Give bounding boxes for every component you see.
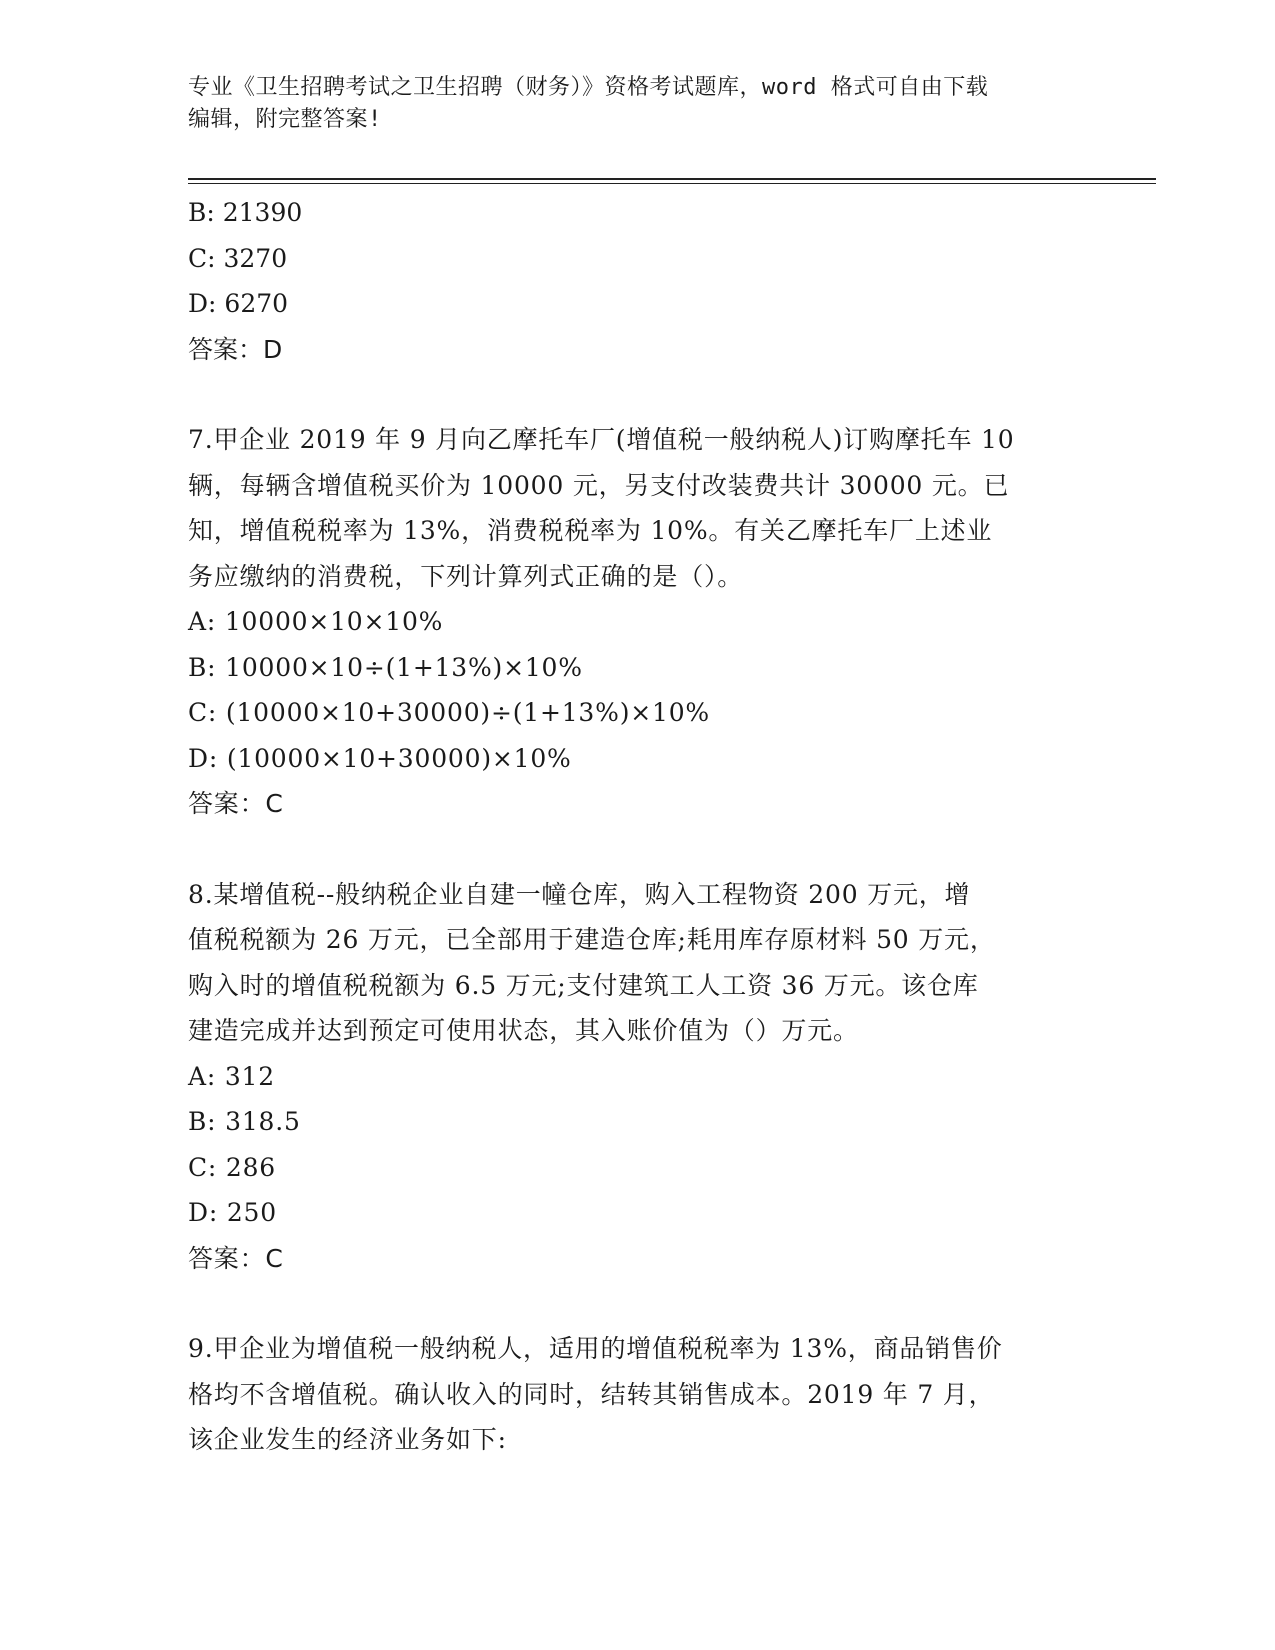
question-text-line: 知，增值税税率为 13%，消费税税率为 10%。有关乙摩托车厂上述业 (188, 516, 993, 545)
option-b: B: 318.5 (188, 1107, 301, 1136)
answer-line: 答案：C (188, 789, 284, 818)
question-content (188, 190, 1088, 1463)
question-text-line: 务应缴纳的消费税，下列计算列式正确的是（）。 (188, 561, 744, 591)
option-b: B: 21390 (188, 198, 303, 227)
question-7 (188, 417, 1088, 827)
option-c: C: 3270 (188, 243, 288, 273)
question-text-line: 该企业发生的经济业务如下: (188, 1425, 507, 1454)
question-text-line: 9.甲企业为增值税一般纳税人，适用的增值税税率为 13%，商品销售价 (188, 1334, 1003, 1363)
header-divider (188, 178, 1156, 184)
question-text-line: 格均不含增值税。确认收入的同时，结转其销售成本。2019 年 7 月， (188, 1379, 995, 1409)
question-8 (188, 872, 1088, 1282)
page-header (188, 72, 1068, 136)
question-text-line: 8.某增值税--般纳税企业自建一幢仓库，购入工程物资 200 万元，增 (188, 879, 971, 909)
question-text-line: 购入时的增值税税额为 6.5 万元;支付建筑工人工资 36 万元。该仓库 (188, 970, 979, 1000)
option-d: D: 6270 (188, 289, 289, 318)
option-c: C: (10000×10+30000)÷(1+13%)×10% (188, 698, 710, 727)
option-c: C: 286 (188, 1152, 277, 1182)
question-text-line: 值税税额为 26 万元，已全部用于建造仓库;耗用库存原材料 50 万元， (188, 925, 996, 954)
answer-line: 答案：C (188, 1243, 284, 1273)
header-line-1: 专业《卫生招聘考试之卫生招聘（财务）》资格考试题库，word 格式可自由下载 (188, 75, 989, 100)
question-9 (188, 1326, 1088, 1463)
option-b: B: 10000×10÷(1+13%)×10% (188, 652, 583, 682)
option-d: D: 250 (188, 1198, 277, 1227)
header-line-2: 编辑，附完整答案! (188, 107, 382, 132)
question-text-line: 7.甲企业 2019 年 9 月向乙摩托车厂(增值税一般纳税人)订购摩托车 10 (188, 425, 1015, 454)
option-a: A: 312 (188, 1061, 275, 1091)
option-d: D: (10000×10+30000)×10% (188, 743, 572, 773)
option-a: A: 10000×10×10% (188, 607, 444, 636)
question-text-line: 建造完成并达到预定可使用状态，其入账价值为（）万元。 (188, 1016, 859, 1045)
question-text-line: 辆，每辆含增值税买价为 10000 元，另支付改装费共计 30000 元。已 (188, 470, 1010, 500)
previous-question-tail (188, 190, 1088, 372)
answer-line: 答案：D (188, 334, 283, 364)
